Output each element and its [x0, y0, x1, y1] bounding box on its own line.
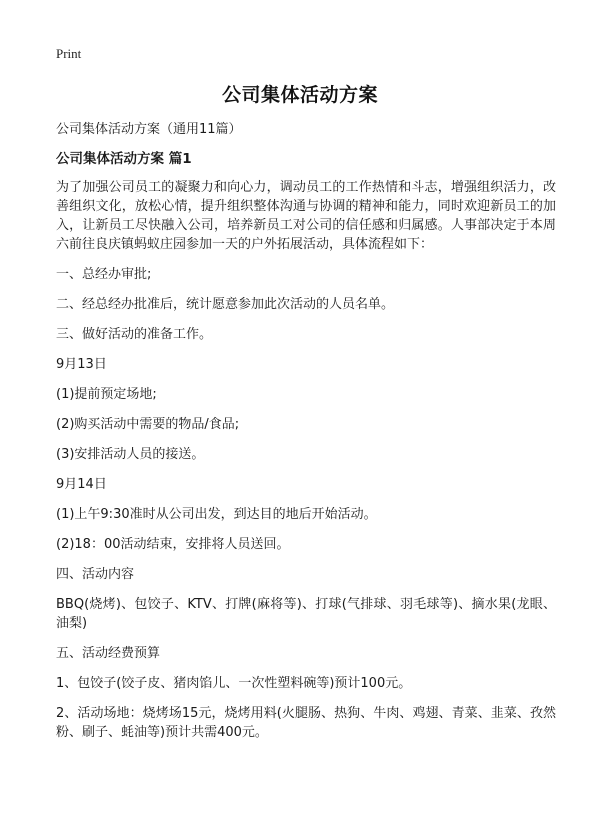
list-item: (3)安排活动人员的接送。: [56, 447, 205, 462]
list-item: 三、做好活动的准备工作。: [56, 327, 213, 342]
section-heading: 公司集体活动方案 篇1: [56, 151, 192, 167]
list-item: (1)上午9:30准时从公司出发，到达目的地后开始活动。: [56, 507, 377, 522]
list-item: BBQ(烧烤)、包饺子、KTV、打牌(麻将等)、打球(气排球、羽毛球等)、摘水果(龙眼、油梨): [56, 597, 556, 631]
list-item: 1、包饺子(饺子皮、猪肉馅儿、一次性塑料碗等)预计100元。: [56, 676, 412, 691]
date-heading: 9月14日: [56, 477, 107, 492]
list-item: 二、经总经办批准后，统计愿意参加此次活动的人员名单。: [56, 297, 395, 312]
list-item: 五、活动经费预算: [56, 646, 161, 661]
list-item: 2、活动场地：烧烤场15元，烧烤用料(火腿肠、热狗、牛肉、鸡翅、青菜、韭菜、孜然粉、刷子、蚝油等)预计共需400元。: [56, 706, 556, 740]
document-subtitle: 公司集体活动方案（通用11篇）: [56, 122, 242, 137]
page-title: 公司集体活动方案: [221, 84, 378, 106]
print-label: Print: [56, 46, 82, 61]
document-body: [56, 120, 556, 753]
list-item: 一、总经办审批;: [56, 267, 152, 282]
list-item: (1)提前预定场地;: [56, 387, 157, 402]
list-item: (2)18：00活动结束，安排将人员送回。: [56, 537, 290, 552]
intro-paragraph: 为了加强公司员工的凝聚力和向心力，调动员工的工作热情和斗志，增强组织活力，改善组织文化，放松心情，提升组织整体沟通与协调的精神和能力，同时欢迎新员工的加入，让新员工尽快融入公司，培养新员工对公司的信任感和归属感。人事部决定于本周六前往良庆镇蚂蚁庄园参加一天的户外拓展活动，具体流程如下：: [56, 180, 556, 252]
date-heading: 9月13日: [56, 357, 107, 372]
list-item: (2)购买活动中需要的物品/食品;: [56, 417, 240, 432]
list-item: 四、活动内容: [56, 567, 135, 582]
